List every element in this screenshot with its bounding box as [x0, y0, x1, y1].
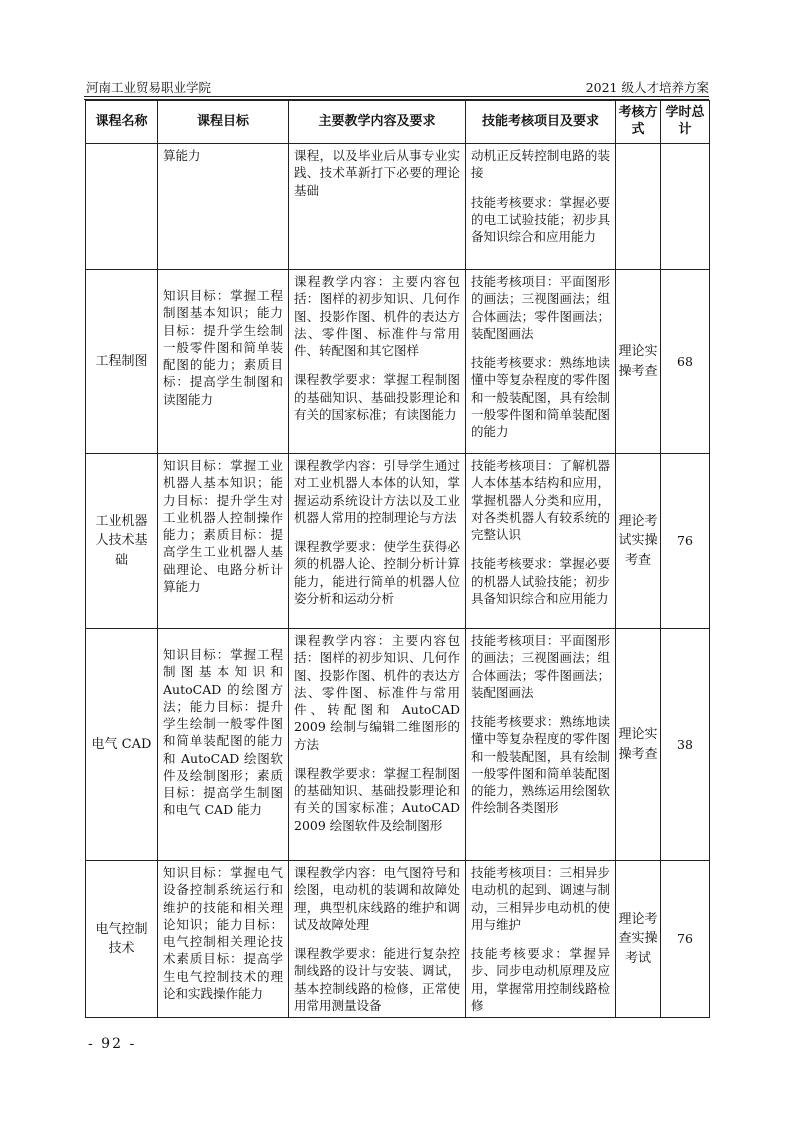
course-content	[289, 454, 466, 629]
header-rule	[84, 96, 709, 97]
col-header-method: 考核方式	[616, 101, 661, 144]
col-header-course-name: 课程名称	[86, 101, 158, 144]
assessment-method: 理论实操考查	[616, 270, 661, 454]
table-row	[86, 454, 710, 629]
assessment-method: 理论实操考查	[616, 629, 661, 861]
table-row	[86, 861, 710, 1018]
skill-item: 技能考核项目：平面图形的画法；三视图画法；组合体画法；零件图画法；装配图画法	[471, 274, 610, 341]
skill-requirements	[466, 144, 616, 270]
header-plan: 2021 级人才培养方案	[585, 80, 709, 95]
skill-requirement: 技能考核要求：掌握必要的机器人试验技能；初步具备知识综合和应用能力	[471, 556, 610, 606]
course-objective	[158, 629, 289, 861]
skill-requirement: 技能考核要求：掌握必要的电工试验技能；初步具备知识综合和应用能力	[471, 194, 610, 244]
content-text: 课程，以及毕业后从事专业实践、技术革新打下必要的理论基础	[294, 148, 460, 198]
col-header-content: 主要教学内容及要求	[289, 101, 466, 144]
skill-item: 动机正反转控制电路的装接	[471, 148, 610, 181]
assessment-method: 理论考查实操考试	[616, 861, 661, 1018]
objective-text: 知识目标：掌握工程制图基本知识；能力目标：提升学生绘制一般零件图和简单装配图的能力；素质目标：提高学生制图和读图能力	[163, 288, 283, 407]
table-row	[86, 270, 710, 454]
skill-requirement: 技能考核要求：熟练地读懂中等复杂程度的零件图和一般装配图，具有绘制一般零件图和简单装配图的能力，熟练运用绘图软件绘制各类图形	[471, 714, 610, 816]
course-objective	[158, 270, 289, 454]
skill-requirements	[466, 861, 616, 1018]
assessment-method	[616, 144, 661, 270]
col-header-hours: 学时总计	[661, 101, 710, 144]
course-content	[289, 629, 466, 861]
content-text: 课程教学内容：引导学生通过对工业机器人本体的认知，掌握运动系统设计方法以及工业机器人常用的控制理论与方法	[294, 458, 460, 525]
course-content	[289, 144, 466, 270]
course-objective: 算能力	[158, 144, 289, 270]
content-requirement: 课程教学要求：能进行复杂控制线路的设计与安装、调试，基本控制线路的检修，正常使用常用测量设备	[294, 946, 460, 1013]
skill-item: 技能考核项目：三相异步电动机的起到、调速与制动，三相异步电动机的使用与维护	[471, 865, 610, 932]
course-table	[85, 100, 710, 1018]
content-text: 课程教学内容：电气图符号和绘图，电动机的装调和故障处理，典型机床线路的维护和调试及故障处理	[294, 865, 460, 932]
course-name: 工业机器人技术基础	[86, 454, 158, 629]
skill-item: 技能考核项目：平面图形的画法；三视图画法；组合体画法；零件图画法；装配图画法	[471, 633, 610, 700]
content-requirement: 课程教学要求：掌握工程制图的基础知识、基础投影理论和有关的国家标准；AutoCAD 2009 绘图软件及绘制图形	[294, 765, 460, 833]
course-name	[86, 144, 158, 270]
content-text: 课程教学内容：主要内容包括：图样的初步知识、几何作图、投影作图、机件的表达方法、零件图、标准件与常用件、转配图和 AutoCAD 2009 绘制与编辑二维图形的方法	[294, 633, 460, 752]
total-hours: 68	[661, 270, 710, 454]
course-objective: 知识目标：掌握电气设备控制系统运行和维护的技能和相关理论知识；能力目标：电气控制相关理论技术素质目标：提高学生电气控制技术的理论和实践操作能力	[158, 861, 289, 1018]
objective-text: 知识目标：掌握工程制图基本知识和 AutoCAD 的绘图方法；能力目标：提升学生绘制一般零件图和简单装配图的能力和 AutoCAD 绘图软件及绘制图形；素质目标：提高学生制图和电气 CAD 能力	[163, 647, 283, 818]
skill-requirements	[466, 270, 616, 454]
course-content	[289, 270, 466, 454]
table-header-row	[86, 101, 710, 144]
course-name: 工程制图	[86, 270, 158, 454]
skill-requirement: 技能考核要求：掌握异步、同步电动机原理及应用，掌握常用控制线路检修	[471, 946, 610, 1013]
total-hours	[661, 144, 710, 270]
content-requirement: 课程教学要求：掌握工程制图的基础知识、基础投影理论和有关的国家标准；有读图能力	[294, 372, 460, 422]
content-requirement: 课程教学要求：使学生获得必须的机器人论、控制分析计算能力，能进行简单的机器人位姿分析和运动分析	[294, 539, 460, 606]
skill-requirements	[466, 629, 616, 861]
total-hours: 38	[661, 629, 710, 861]
total-hours: 76	[661, 861, 710, 1018]
course-objective: 知识目标：掌握工业机器人基本知识；能力目标：提升学生对工业机器人控制操作能力；素质目标：提高学生工业机器人基础理论、电路分析计算能力	[158, 454, 289, 629]
skill-item: 技能考核项目：了解机器人本体基本结构和应用，掌握机器人分类和应用，对各类机器人有较系统的完整认识	[471, 458, 610, 542]
skill-requirements	[466, 454, 616, 629]
content-text: 课程教学内容：主要内容包括：图样的初步知识、几何作图、投影作图、机件的表达方法、零件图、标准件与常用件、转配图和其它图样	[294, 274, 460, 358]
total-hours: 76	[661, 454, 710, 629]
assessment-method: 理论考试实操考查	[616, 454, 661, 629]
table-row	[86, 629, 710, 861]
page-number: - 92 -	[88, 1036, 137, 1052]
course-name: 电气控制技术	[86, 861, 158, 1018]
col-header-objective: 课程目标	[158, 101, 289, 144]
table-row	[86, 144, 710, 270]
col-header-skill: 技能考核项目及要求	[466, 101, 616, 144]
course-content	[289, 861, 466, 1018]
header-school: 河南工业贸易职业学院	[86, 80, 212, 95]
skill-requirement: 技能考核要求：熟练地读懂中等复杂程度的零件图和一般装配图，具有绘制一般零件图和简单装配图的能力	[471, 355, 610, 439]
course-name: 电气 CAD	[86, 629, 158, 861]
